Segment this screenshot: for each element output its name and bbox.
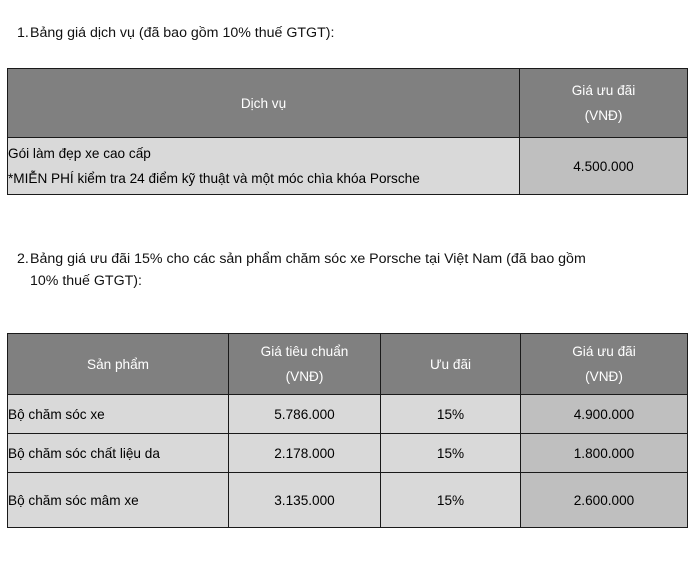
products-cell-name: Bộ chăm sóc chất liệu da: [8, 434, 229, 473]
products-header-promo-price-main: Giá ưu đãi: [572, 344, 636, 359]
products-cell-promo-price: 4.900.000: [521, 395, 688, 434]
services-table-header-row: [8, 69, 688, 138]
products-header-product: [8, 334, 229, 395]
services-description-line-2: *MIỄN PHÍ kiểm tra 24 điểm kỹ thuật và một móc chìa khóa Porsche: [8, 171, 420, 186]
products-header-standard-price: [229, 334, 381, 395]
products-cell-discount: 15%: [381, 395, 521, 434]
products-cell-standard-price: 5.786.000: [229, 395, 381, 434]
products-header-product-main: Sản phẩm: [87, 356, 149, 372]
services-header-service-main: Dịch vụ: [240, 95, 287, 111]
products-cell-name: Bộ chăm sóc xe: [8, 395, 229, 434]
products-cell-discount: 15%: [381, 434, 521, 473]
products-header-standard-price-main: Giá tiêu chuẩn: [260, 344, 349, 359]
products-header-promo-price-sub: (VNĐ): [585, 369, 623, 384]
products-header-discount-main: Ưu đãi: [429, 356, 472, 372]
services-price-table: [7, 68, 688, 195]
list-item-2-text-line-2: 10% thuế GTGT):: [30, 273, 142, 289]
products-cell-standard-price: 3.135.000: [229, 473, 381, 528]
list-item-1-text: Bảng giá dịch vụ (đã bao gồm 10% thuế GTGT):: [30, 25, 335, 41]
services-description-line-1: Gói làm đẹp xe cao cấp: [8, 146, 151, 161]
list-item-1: [0, 22, 660, 44]
products-header-standard-price-sub: (VNĐ): [285, 369, 324, 384]
products-cell-name: Bộ chăm sóc mâm xe: [8, 473, 229, 528]
products-price-table: [7, 333, 688, 528]
table-row: [8, 395, 688, 434]
products-cell-discount: 15%: [381, 473, 521, 528]
services-header-price: [520, 69, 688, 138]
table-row: [8, 473, 688, 528]
services-header-service: [8, 69, 520, 138]
list-item-2-marker: 2.: [17, 251, 29, 267]
services-header-price-main: Giá ưu đãi: [571, 83, 636, 98]
products-cell-promo-price: 2.600.000: [521, 473, 688, 528]
products-header-promo-price: [521, 334, 688, 395]
list-item-2-text: [30, 248, 680, 292]
list-item-2-text-line-1: Bảng giá ưu đãi 15% cho các sản phẩm chăm sóc xe Porsche tại Việt Nam (đã bao gồm: [30, 251, 586, 267]
products-cell-standard-price: 2.178.000: [229, 434, 381, 473]
services-cell-price: 4.500.000: [520, 138, 688, 195]
list-item-1-marker: 1.: [17, 25, 29, 41]
products-cell-promo-price: 1.800.000: [521, 434, 688, 473]
services-header-price-sub: (VNĐ): [584, 108, 623, 123]
products-header-discount: [381, 334, 521, 395]
table-row: [8, 138, 688, 195]
products-table-header-row: [8, 334, 688, 395]
table-row: [8, 434, 688, 473]
list-item-2: [0, 248, 680, 292]
services-cell-description: [8, 138, 520, 195]
